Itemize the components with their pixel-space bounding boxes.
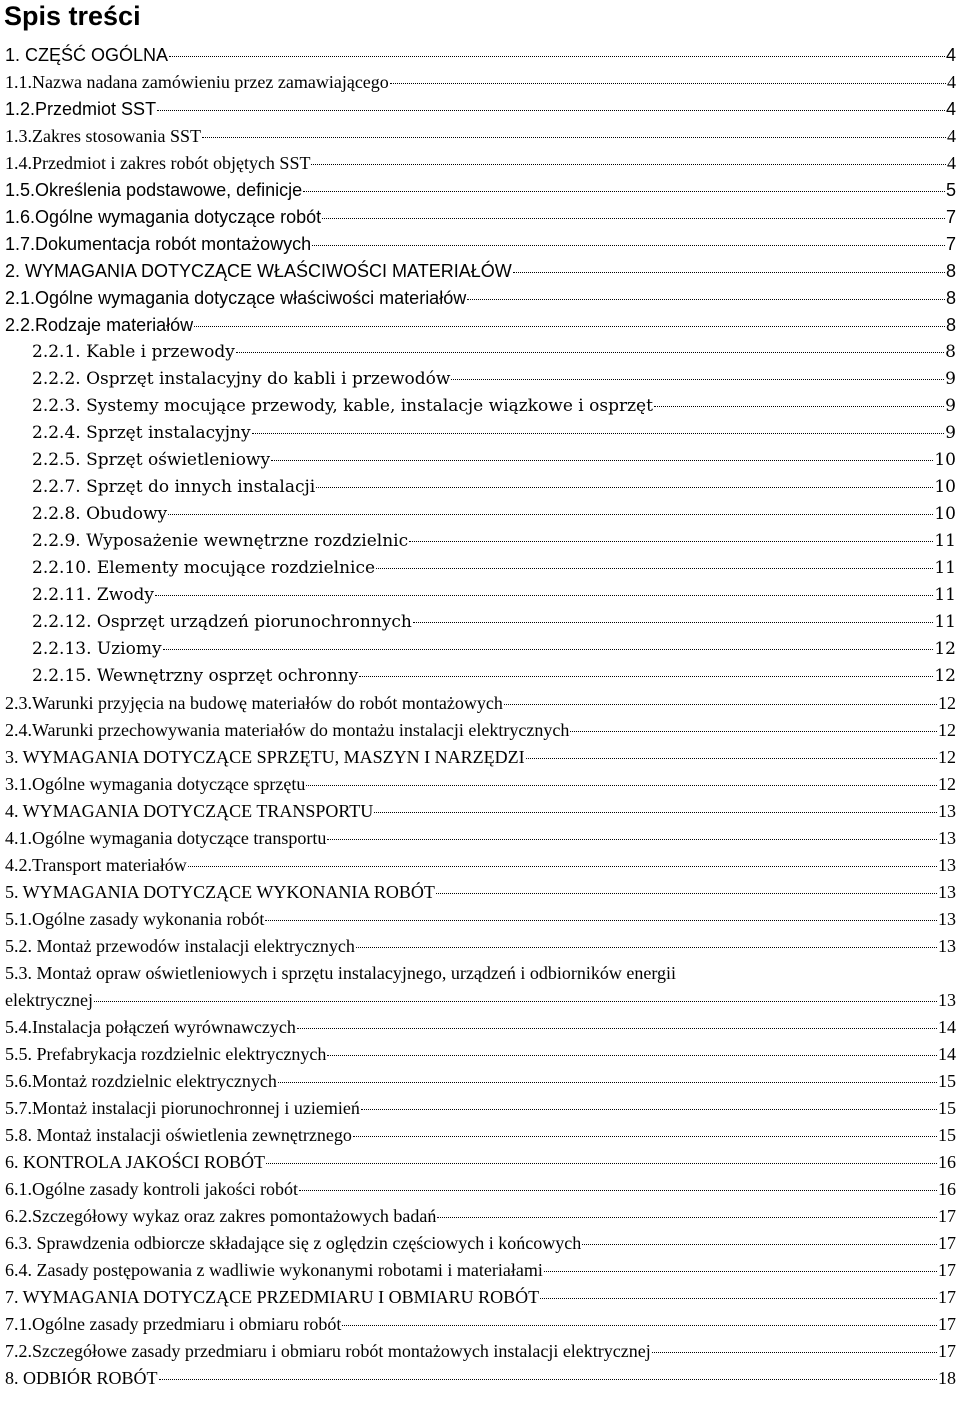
dot-leader [271, 460, 933, 461]
toc-entry-title: 1.3.Zakres stosowania SST [5, 126, 201, 146]
toc-page-number: 13 [938, 828, 956, 848]
toc-page-number: 18 [938, 1368, 956, 1388]
toc-page-number: 10 [934, 450, 956, 470]
toc-entry[interactable] [0, 204, 960, 231]
dot-leader [163, 649, 934, 650]
dot-leader [356, 947, 937, 948]
dot-leader [168, 514, 933, 515]
dot-leader [252, 433, 945, 434]
dot-leader [299, 1190, 937, 1191]
toc-entry-title: 6. KONTROLA JAKOŚCI ROBÓT [5, 1152, 266, 1172]
toc-entry[interactable] [0, 1176, 960, 1203]
dot-leader [297, 1028, 937, 1029]
toc-entry-title: 1.7.Dokumentacja robót montażowych [5, 234, 312, 254]
dot-leader [327, 1055, 937, 1056]
toc-entry[interactable] [0, 609, 960, 636]
toc-entry-title: 2.2.12. Osprzęt urządzeń piorunochronnych [32, 612, 412, 632]
toc-page-number: 15 [938, 1098, 956, 1118]
toc-page-number: 17 [938, 1260, 956, 1280]
toc-entry[interactable] [0, 1338, 960, 1365]
toc-entry[interactable] [0, 1257, 960, 1284]
toc-entry[interactable] [0, 312, 960, 339]
toc-entry-title: 7.1.Ogólne zasady przedmiaru i obmiaru robót [5, 1314, 342, 1334]
toc-page-number: 12 [938, 747, 956, 767]
toc-entry-title: 2.4.Warunki przechowywania materiałów do montażu instalacji elektrycznych [5, 720, 570, 740]
toc-entry[interactable] [0, 744, 960, 771]
toc-entry[interactable] [0, 933, 960, 960]
toc-entry-title: 1.2.Przedmiot SST [5, 99, 157, 119]
toc-page-number: 4 [945, 45, 956, 65]
toc-entry[interactable] [0, 852, 960, 879]
toc-entry[interactable] [0, 717, 960, 744]
toc-entry[interactable] [0, 1365, 960, 1392]
toc-entry-title: 5.5. Prefabrykacja rozdzielnic elektrycznych [5, 1044, 327, 1064]
toc-entry[interactable] [0, 771, 960, 798]
toc-page-number: 12 [938, 720, 956, 740]
toc-entry-title: 5.7.Montaż instalacji piorunochronnej i uziemień [5, 1098, 360, 1118]
dot-leader [306, 785, 937, 786]
toc-page-number: 17 [938, 1341, 956, 1361]
toc-entry[interactable] [0, 582, 960, 609]
toc-entry[interactable] [0, 1068, 960, 1095]
toc-entry[interactable] [0, 1095, 960, 1122]
toc-entry-line [5, 960, 956, 987]
toc-page-number: 4 [947, 72, 956, 92]
toc-entry[interactable] [0, 1311, 960, 1338]
toc-page-number: 13 [938, 936, 956, 956]
dot-leader [540, 1298, 937, 1299]
toc-entry-title: 4.2.Transport materiałów [5, 855, 187, 875]
toc-entry[interactable] [0, 1149, 960, 1176]
toc-page-number: 13 [938, 990, 956, 1010]
dot-leader [353, 1136, 937, 1137]
toc-entry-title: elektrycznej [5, 990, 93, 1010]
toc-entry[interactable] [0, 879, 960, 906]
dot-leader [570, 731, 937, 732]
dot-leader [188, 866, 937, 867]
toc-page-number: 10 [934, 504, 956, 524]
toc-entry[interactable] [0, 393, 960, 420]
toc-page-number: 13 [938, 909, 956, 929]
dot-leader [544, 1271, 937, 1272]
toc-page-number: 13 [938, 882, 956, 902]
toc-entry-title: 2. WYMAGANIA DOTYCZĄCE WŁAŚCIWOŚCI MATERIAŁÓW [5, 261, 512, 281]
toc-entry-title: 5.2. Montaż przewodów instalacji elektrycznych [5, 936, 355, 956]
toc-entry-title: 5.4.Instalacja połączeń wyrównawczych [5, 1017, 296, 1037]
toc-page-number: 17 [938, 1287, 956, 1307]
toc-entry[interactable] [0, 636, 960, 663]
dot-leader [376, 568, 933, 569]
toc-entry[interactable] [0, 258, 960, 285]
dot-leader [513, 272, 945, 273]
toc-entry-title: 2.2.1. Kable i przewody [32, 342, 235, 362]
toc-entry[interactable] [0, 96, 960, 123]
toc-entry-title: 5.6.Montaż rozdzielnic elektrycznych [5, 1071, 277, 1091]
toc-entry-title: 8. ODBIÓR ROBÓT [5, 1368, 158, 1388]
toc-page-number: 8 [945, 315, 956, 335]
toc-entry[interactable] [0, 1041, 960, 1068]
toc-entry-title: 2.3.Warunki przyjęcia na budowę materiałów do robót montażowych [5, 693, 503, 713]
toc-entry[interactable] [0, 474, 960, 501]
toc-entry-title: 2.2.15. Wewnętrzny osprzęt ochronny [32, 666, 359, 686]
dot-leader [236, 352, 944, 353]
toc-entry-title: 2.2.Rodzaje materiałów [5, 315, 194, 335]
page-title: Spis treści [4, 1, 141, 31]
toc-page-number: 8 [945, 342, 956, 362]
dot-leader [409, 541, 933, 542]
toc-entry-title: 2.2.10. Elementy mocujące rozdzielnice [32, 558, 376, 578]
toc-entry[interactable] [0, 42, 960, 69]
toc-entry-title: 2.2.9. Wyposażenie wewnętrzne rozdzielnic [32, 531, 409, 551]
toc-page-number: 11 [934, 585, 956, 605]
toc-entry-title: 3. WYMAGANIA DOTYCZĄCE SPRZĘTU, MASZYN I NARZĘDZI [5, 747, 525, 767]
toc-entry-title: 2.2.11. Zwody [32, 585, 154, 605]
toc-entry-title: 7. WYMAGANIA DOTYCZĄCE PRZEDMIARU I OBMIARU ROBÓT [5, 1287, 540, 1307]
toc-entry-line [5, 987, 956, 1014]
dot-leader [526, 758, 937, 759]
dot-leader [265, 920, 937, 921]
dot-leader [413, 622, 934, 623]
toc-page-number: 13 [938, 801, 956, 821]
dot-leader [94, 1001, 937, 1002]
toc-page-number: 11 [934, 612, 956, 632]
toc-entry-title: 2.2.8. Obudowy [32, 504, 168, 524]
toc-entry[interactable] [0, 447, 960, 474]
dot-leader [303, 191, 945, 192]
dot-leader [159, 1379, 937, 1380]
dot-leader [374, 812, 937, 813]
toc-entry-title: 1.1.Nazwa nadana zamówieniu przez zamawiającego [5, 72, 389, 92]
toc-entry[interactable] [0, 177, 960, 204]
toc-entry-title: 3.1.Ogólne wymagania dotyczące sprzętu [5, 774, 306, 794]
dot-leader [504, 704, 937, 705]
dot-leader [437, 1217, 937, 1218]
toc-page-number: 9 [945, 396, 956, 416]
toc-page-number: 8 [945, 261, 956, 281]
toc-page-number: 17 [938, 1314, 956, 1334]
toc-entry[interactable] [0, 906, 960, 933]
dot-leader [278, 1082, 937, 1083]
dot-leader [194, 326, 945, 327]
toc-entry-title: 5.8. Montaż instalacji oświetlenia zewnętrznego [5, 1125, 352, 1145]
toc-entry[interactable] [0, 825, 960, 852]
toc-page-number: 16 [938, 1152, 956, 1172]
toc-entry[interactable] [0, 150, 960, 177]
toc-page-number: 15 [938, 1071, 956, 1091]
toc-entry-title: 6.4. Zasady postępowania z wadliwie wykonanymi robotami i materiałami [5, 1260, 543, 1280]
dot-leader [316, 487, 933, 488]
toc-entry-title: 2.2.3. Systemy mocujące przewody, kable, instalacje wiązkowe i osprzęt [32, 396, 653, 416]
toc-entry[interactable] [0, 555, 960, 582]
dot-leader [157, 110, 945, 111]
toc-entry[interactable] [0, 528, 960, 555]
toc-entry[interactable] [0, 1122, 960, 1149]
toc-page-number: 9 [945, 369, 956, 389]
dot-leader [155, 595, 933, 596]
toc-entry-title: 2.1.Ogólne wymagania dotyczące właściwości materiałów [5, 288, 467, 308]
toc-page-number: 7 [945, 234, 956, 254]
toc-entry-title: 1.5.Określenia podstawowe, definicje [5, 180, 303, 200]
toc-entry-title: 5.3. Montaż opraw oświetleniowych i sprzętu instalacyjnego, urządzeń i odbiorników energii [5, 963, 676, 983]
dot-leader [390, 83, 946, 84]
toc-entry-title: 1.6.Ogólne wymagania dotyczące robót [5, 207, 322, 227]
toc-page-number: 16 [938, 1179, 956, 1199]
dot-leader [451, 379, 944, 380]
toc-entry-title: 5.1.Ogólne zasady wykonania robót [5, 909, 265, 929]
toc-entry-title: 6.2.Szczegółowy wykaz oraz zakres pomontażowych badań [5, 1206, 437, 1226]
toc-page-number: 5 [945, 180, 956, 200]
dot-leader [312, 245, 945, 246]
toc-entry[interactable] [0, 420, 960, 447]
toc-entry[interactable] [0, 339, 960, 366]
toc-entry[interactable] [0, 663, 960, 690]
toc-page-number: 12 [934, 666, 956, 686]
toc-entry[interactable] [0, 798, 960, 825]
toc-page-number: 12 [938, 693, 956, 713]
toc-entry[interactable] [0, 366, 960, 393]
toc-page-number: 15 [938, 1125, 956, 1145]
toc-page-number: 13 [938, 855, 956, 875]
toc-entry[interactable] [0, 285, 960, 312]
toc-entry-title: 2.2.2. Osprzęt instalacyjny do kabli i przewodów [32, 369, 451, 389]
toc-entry-title: 6.3. Sprawdzenia odbiorcze składające się z oględzin częściowych i końcowych [5, 1233, 582, 1253]
toc-entry-title: 4.1.Ogólne wymagania dotyczące transportu [5, 828, 327, 848]
toc-entry[interactable] [0, 1203, 960, 1230]
toc-entry[interactable] [0, 69, 960, 96]
dot-leader [436, 893, 937, 894]
dot-leader [202, 137, 946, 138]
toc-entry[interactable] [0, 231, 960, 258]
dot-leader [169, 56, 945, 57]
toc-page-number: 14 [938, 1044, 956, 1064]
dot-leader [654, 406, 944, 407]
toc-entry[interactable] [0, 1284, 960, 1311]
dot-leader [342, 1325, 937, 1326]
toc-page-number: 12 [934, 639, 956, 659]
table-of-contents [0, 42, 960, 1392]
toc-entry-title: 7.2.Szczegółowe zasady przedmiaru i obmiaru robót montażowych instalacji elektrycznej [5, 1341, 651, 1361]
toc-page-number: 17 [938, 1233, 956, 1253]
dot-leader [327, 839, 937, 840]
toc-entry-title: 1.4.Przedmiot i zakres robót objętych SST [5, 153, 311, 173]
dot-leader [652, 1352, 937, 1353]
dot-leader [582, 1244, 937, 1245]
toc-page-number: 4 [947, 153, 956, 173]
toc-entry-title: 5. WYMAGANIA DOTYCZĄCE WYKONANIA ROBÓT [5, 882, 435, 902]
toc-entry[interactable] [0, 501, 960, 528]
toc-page-number: 12 [938, 774, 956, 794]
toc-page-number: 17 [938, 1206, 956, 1226]
dot-leader [361, 1109, 937, 1110]
toc-page-number: 11 [934, 558, 956, 578]
toc-entry[interactable] [0, 690, 960, 717]
toc-page-number: 7 [945, 207, 956, 227]
toc-entry-title: 2.2.13. Uziomy [32, 639, 162, 659]
toc-entry-title: 2.2.4. Sprzęt instalacyjny [32, 423, 251, 443]
toc-entry-title: 6.1.Ogólne zasady kontroli jakości robót [5, 1179, 298, 1199]
dot-leader [311, 164, 946, 165]
toc-entry-title: 1. CZĘŚĆ OGÓLNA [5, 45, 169, 65]
toc-entry[interactable] [0, 1014, 960, 1041]
toc-entry-title: 2.2.7. Sprzęt do innych instalacji [32, 477, 316, 497]
toc-page-number: 14 [938, 1017, 956, 1037]
toc-page-number: 4 [945, 99, 956, 119]
toc-entry-title: 2.2.5. Sprzęt oświetleniowy [32, 450, 271, 470]
toc-entry[interactable] [0, 123, 960, 150]
dot-leader [467, 299, 945, 300]
toc-page-number: 9 [945, 423, 956, 443]
toc-entry-title: 4. WYMAGANIA DOTYCZĄCE TRANSPORTU [5, 801, 374, 821]
dot-leader [266, 1163, 937, 1164]
toc-entry[interactable] [0, 960, 960, 1014]
toc-page-number: 4 [947, 126, 956, 146]
dot-leader [322, 218, 945, 219]
dot-leader [359, 676, 933, 677]
toc-page-number: 8 [945, 288, 956, 308]
toc-page-number: 10 [934, 477, 956, 497]
toc-entry[interactable] [0, 1230, 960, 1257]
toc-page-number: 11 [934, 531, 956, 551]
